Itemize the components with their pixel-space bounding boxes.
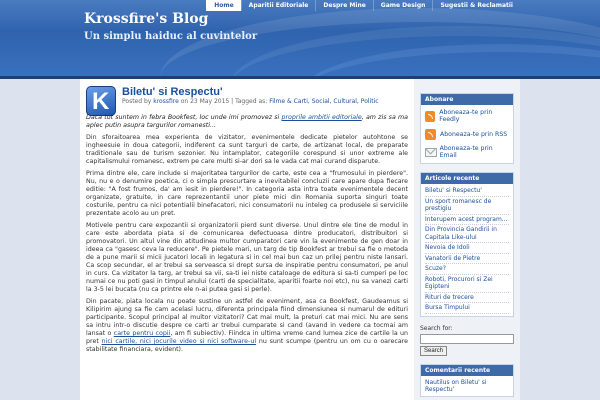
media-prices-link[interactable]: nici cartile, nici jocurile video si nici software-ul <box>101 338 257 345</box>
recent-post-link[interactable]: Scuze? <box>425 265 446 272</box>
recent-post-link[interactable]: Rituri de trecere <box>425 293 474 301</box>
recent-post-link[interactable]: Biletu' si Respectu' <box>425 187 482 194</box>
recent-post-link[interactable]: Vanatorii de Pietre <box>425 254 481 262</box>
recent-post-link[interactable]: Din Provincia Gandirii in Capitala Like-ului <box>425 226 497 241</box>
post-paragraph: Motivele pentru care expozantii si organizatorii pierd sunt diverse. Unul dintre ele tine de modul in care este abordata piata si de comunicarea defectuoasa dintre producatori, distribuitori si promovatori. Un altul vine din atitudinea multor cumparatori care vin la evenimente de gen doar in ideea ca "gasesc ceva la reducere". Pe pietele mari, un targ de tip Bookfest ar trebui sa fie o metoda de a pune marii si micii jucatori locali in legatura si in cel mai bun caz un prilej pentru niste lansari. Ca scop secundar, el ar trebui sa serveasca si drept sursa de inspiratie pentru consumatori, pe anul in curs. Ca vizitator la targ, ar trebui sa vii, sa-ti iei niste cataloage de editura si sa-ti cumperi pe loc numai ce nu poti gasi in timpul anului (carti de specialitate, aparitii foarte noi etc), nu sa vanezi carti la 3-5 lei bucata (nu ca printre ele n-ai putea gasi si perle). <box>86 222 408 293</box>
nav-item-aparitii-editoriale[interactable]: Aparitii Editoriale <box>241 0 316 11</box>
post-paragraph: Prima dintre ele, care include si majoritatea targurilor de carte, este cea a "frumosului in pierdere". Nu, nu e o denumire poetica, ci o simpla prescurtare a inevitabilei concluzii care apare dupa fiecare editie: "A fost frumos, da' am iesit in pierdere!". In categoria asta intra toate evenimentele decent organizate, gratuite, in care reprezentantii unor piete mici din Romania suporta singuri toate costurile, pentru ca nici potentialii binefacatori, nici consumatorii nu inteleg ca produsele si serviciile prezentate acolo au un pret. <box>86 170 408 217</box>
intro-text: , am zis sa ma aplec putin asupra targurilor romanesti... <box>86 114 409 129</box>
search-widget <box>420 325 514 356</box>
search-button[interactable]: Search <box>420 346 447 356</box>
paragraph-text: , am fi subiectiv). Fiindca in ultima vreme cand lumea zice de cartile la un pret <box>86 330 408 345</box>
recent-post-link[interactable]: Bursa Timpului <box>425 304 470 311</box>
recent-post-link[interactable]: Interupem acest program... <box>425 215 508 223</box>
subscribe-label[interactable]: Aboneaza-te prin Email <box>439 145 493 159</box>
main-content <box>80 79 414 400</box>
top-navigation <box>206 0 520 11</box>
post-meta: Posted by krossfire on 23 May 2015 | Tagged as: Filme & Carti, Social, Cultural, Politic <box>122 98 379 105</box>
list-item <box>425 264 509 275</box>
meta-tagged: Tagged as: <box>235 98 268 105</box>
post-category-logo <box>86 86 116 116</box>
blog-description: Un simplu haiduc al cuvintelor <box>84 31 258 42</box>
list-item <box>425 275 509 293</box>
post-intro <box>86 114 408 130</box>
recent-comment-link[interactable]: Nautilus on Biletu' si Respectu' <box>425 378 487 393</box>
list-item <box>425 186 509 197</box>
subscribe-widget <box>420 93 514 164</box>
recent-posts-widget <box>420 172 514 317</box>
list-item <box>425 293 509 304</box>
recent-comments-widget <box>420 364 514 397</box>
recent-posts-title: Articole recente <box>421 173 513 184</box>
nav-item-despre-mine[interactable]: Despre Mine <box>315 0 372 11</box>
subscribe-label[interactable]: Aboneaza-te prin Feedly <box>439 109 493 123</box>
recent-post-link[interactable]: Nevoia de Idoli <box>425 244 470 251</box>
rss-icon <box>425 111 435 122</box>
mail-icon <box>425 148 437 157</box>
meta-prefix: Posted by <box>122 98 152 105</box>
subscribe-rss[interactable] <box>425 125 509 143</box>
list-item <box>425 254 509 265</box>
recent-comments-title: Comentarii recente <box>421 365 513 376</box>
paragraph-text: Din pacate, piata locala nu poate sustine un astfel de eveniment, asa ca Bookfest, Gaudeamus si Kilipirim ajung sa fie cam acelasi lucru, diferenta principala fiind dimensiunea si numarul de edituri participante. Scopul principal al multor vizitatori? Cat mai mult, la preturi cat mai mici. Nu are sens sa intru intr-o discutie despre ce carti ar trebui cumparate si cand (avand in vedere ca tocmai am lansat o <box>86 298 408 337</box>
list-item <box>425 197 509 215</box>
paragraph-text: nu sunt scumpe (pentru un om cu o oarecare stabilitate financiara, evident). <box>86 338 409 353</box>
meta-date: on 23 May 2015 <box>180 98 230 105</box>
nav-item-home[interactable]: Home <box>206 0 240 11</box>
search-label: Search for: <box>420 324 453 332</box>
logo-letter: K <box>92 88 110 115</box>
post-author-link[interactable]: krossfire <box>153 98 179 105</box>
header <box>0 0 600 79</box>
nav-item-game-design[interactable]: Game Design <box>373 0 433 11</box>
page-margin-right <box>520 79 600 400</box>
recent-post-link[interactable]: Roboti, Procurori si Zei Egipteni <box>425 275 493 290</box>
list-item <box>425 243 509 254</box>
blog-title[interactable]: Krossfire's Blog <box>84 11 209 27</box>
list-item <box>425 303 509 314</box>
subscribe-email[interactable] <box>425 143 509 161</box>
rss-icon <box>425 129 436 140</box>
subscribe-feedly[interactable] <box>425 107 509 125</box>
editorial-ambitions-link[interactable]: proprile ambitii editoriale <box>281 114 362 121</box>
subscribe-title: Abonare <box>421 94 513 105</box>
intro-text: Daca tot suntem in febra Bookfest, loc unde imi promovez si <box>86 114 282 121</box>
children-book-link[interactable]: carte pentru copii <box>113 330 171 337</box>
list-item <box>425 215 509 226</box>
list-item <box>425 378 509 394</box>
post-title[interactable]: Biletu' si Respectu' <box>122 86 223 98</box>
sidebar <box>414 79 520 400</box>
page-margin-left <box>0 79 80 400</box>
post-body <box>86 114 408 358</box>
subscribe-label[interactable]: Aboneaza-te prin RSS <box>440 130 508 138</box>
nav-item-sugestii-reclamatii[interactable]: Sugestii & Reclamatii <box>432 0 520 11</box>
post-tags-link[interactable]: Filme & Carti, Social, Cultural, Politic <box>269 98 379 105</box>
post-paragraph <box>86 298 408 354</box>
post-paragraph: Din sforaitoarea mea experienta de vizitator, evenimentele dedicate pietelor autohtone se ingheesuie in doua categorii, indiferent ca sunt targuri de carte, de artizanat local, de preparate traditionale sau de turism sezonier. Nu intamplator, categoriile corespund si unor extreme ale capitalismului romanesc, extrem pe care multi si-ar dori sa le vada cat mai curand disparute. <box>86 134 408 165</box>
search-input[interactable] <box>420 334 514 344</box>
list-item <box>425 225 509 243</box>
recent-post-link[interactable]: Un sport romanesc de prestigiu <box>425 197 492 212</box>
